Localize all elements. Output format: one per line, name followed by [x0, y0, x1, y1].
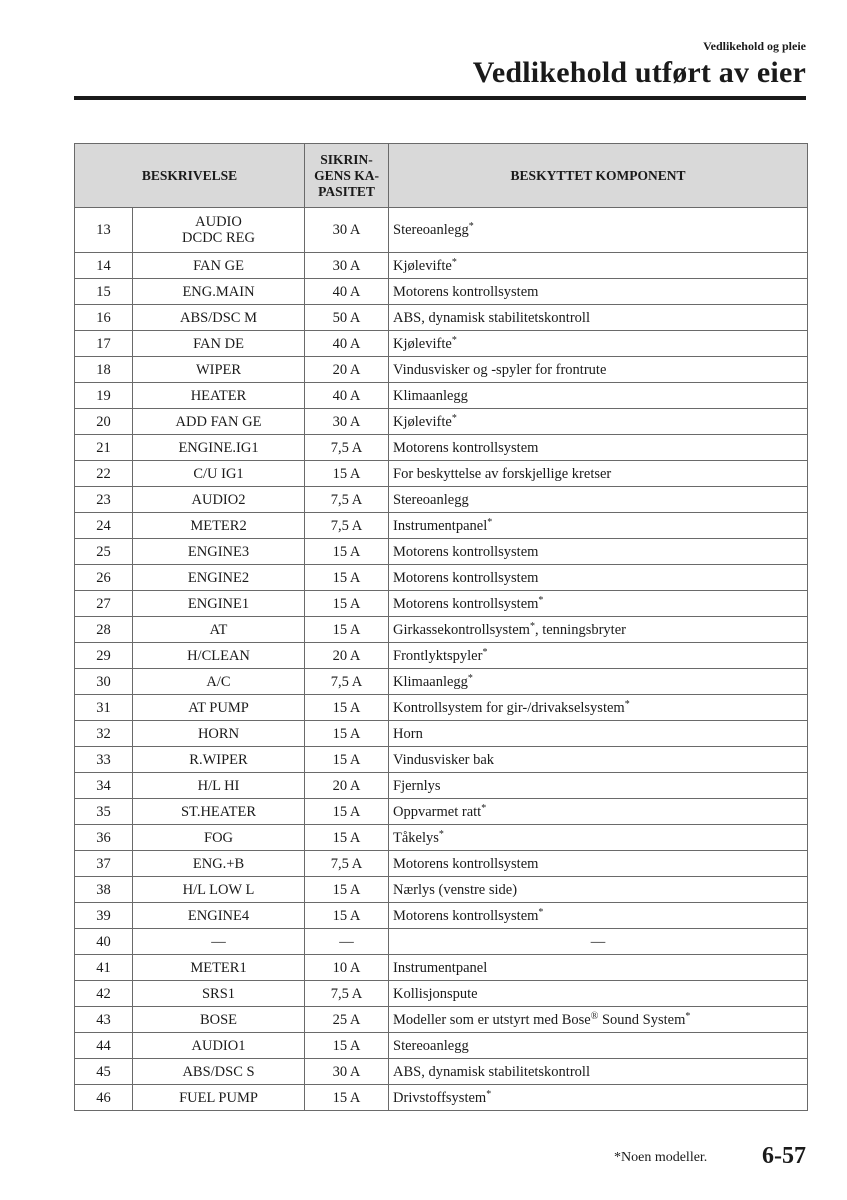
protected-component-text: Kjølevifte	[393, 413, 452, 430]
fuse-number: 24	[75, 513, 133, 539]
table-row	[75, 1033, 808, 1059]
fuse-description: AT PUMP	[133, 695, 305, 721]
fuse-number: 16	[75, 305, 133, 331]
fuse-number: 31	[75, 695, 133, 721]
table-row	[75, 487, 808, 513]
fuse-description: ABS/DSC M	[133, 305, 305, 331]
protected-component	[389, 253, 808, 279]
protected-component	[389, 435, 808, 461]
fuse-description: ENGINE1	[133, 591, 305, 617]
fuse-number: 29	[75, 643, 133, 669]
table-row	[75, 461, 808, 487]
fuse-number: 28	[75, 617, 133, 643]
protected-component	[389, 773, 808, 799]
protected-component	[389, 799, 808, 825]
protected-component	[389, 669, 808, 695]
fuse-capacity: 15 A	[305, 1033, 389, 1059]
protected-component-text: Stereoanlegg	[393, 491, 469, 508]
table-row	[75, 643, 808, 669]
protected-component	[389, 279, 808, 305]
protected-component-text: Girkassekontrollsystem	[393, 621, 530, 638]
fuse-capacity: 20 A	[305, 643, 389, 669]
fuse-number: 34	[75, 773, 133, 799]
page-number: 6-57	[762, 1143, 806, 1169]
footnote-asterisk: *	[438, 828, 444, 840]
fuse-capacity: 15 A	[305, 695, 389, 721]
fuse-number: 23	[75, 487, 133, 513]
table-row	[75, 1007, 808, 1033]
fuse-capacity: 15 A	[305, 539, 389, 565]
protected-component-text: Motorens kontrollsystem	[393, 907, 539, 924]
fuse-description: ENGINE2	[133, 565, 305, 591]
table-row	[75, 253, 808, 279]
fuse-number: 32	[75, 721, 133, 747]
fuse-capacity: 20 A	[305, 357, 389, 383]
fuse-description: AUDIO2	[133, 487, 305, 513]
protected-component-text: Kjølevifte	[393, 335, 452, 352]
fuse-description: METER2	[133, 513, 305, 539]
fuse-description: ABS/DSC S	[133, 1059, 305, 1085]
fuse-number: 46	[75, 1085, 133, 1111]
table-row	[75, 877, 808, 903]
fuse-number: 18	[75, 357, 133, 383]
table-row	[75, 747, 808, 773]
fuse-number: 40	[75, 929, 133, 955]
fuse-description: ADD FAN GE	[133, 409, 305, 435]
protected-component	[389, 487, 808, 513]
protected-component	[389, 1085, 808, 1111]
footnote-asterisk: *	[451, 412, 457, 424]
protected-component-text: Motorens kontrollsystem	[393, 543, 539, 560]
protected-component-text-continued: Sound System	[598, 1011, 686, 1028]
fuse-description-line: DCDC REG	[182, 230, 255, 246]
fuse-description: ENGINE3	[133, 539, 305, 565]
fuse-number: 14	[75, 253, 133, 279]
protected-component-text: ABS, dynamisk stabilitetskontroll	[393, 1063, 590, 1080]
protected-component-text: Instrumentpanel	[393, 517, 488, 534]
fuse-description-line: AUDIO	[195, 214, 242, 230]
protected-component-text: Fjernlys	[393, 777, 441, 794]
protected-component	[389, 955, 808, 981]
protected-component	[389, 305, 808, 331]
fuse-number: 41	[75, 955, 133, 981]
protected-component-text: Motorens kontrollsystem	[393, 439, 539, 456]
fuse-number: 33	[75, 747, 133, 773]
fuse-description: H/CLEAN	[133, 643, 305, 669]
fuse-capacity: 7,5 A	[305, 981, 389, 1007]
table-row	[75, 331, 808, 357]
protected-component-text: For beskyttelse av forskjellige kretser	[393, 465, 612, 482]
section-header: Vedlikehold og pleie	[703, 39, 806, 53]
fuse-description: FAN GE	[133, 253, 305, 279]
footnote-asterisk: *	[481, 802, 487, 814]
protected-component-text: Stereoanlegg	[393, 222, 469, 238]
fuse-capacity: 30 A	[305, 253, 389, 279]
fuse-number: 43	[75, 1007, 133, 1033]
protected-component-text: Klimaanlegg	[393, 387, 468, 404]
fuse-number: 38	[75, 877, 133, 903]
protected-component-text: Kollisjonspute	[393, 985, 478, 1002]
protected-component	[389, 357, 808, 383]
fuse-number: 20	[75, 409, 133, 435]
protected-component-text: Vindusvisker og -spyler for frontrute	[393, 361, 607, 378]
fuse-capacity: 25 A	[305, 1007, 389, 1033]
footnote-asterisk: *	[624, 698, 630, 710]
fuse-number: 42	[75, 981, 133, 1007]
protected-component	[389, 461, 808, 487]
table-row	[75, 539, 808, 565]
fuse-capacity: 15 A	[305, 877, 389, 903]
table-row	[75, 435, 808, 461]
fuse-description: ENG.+B	[133, 851, 305, 877]
protected-component-text: —	[590, 933, 606, 950]
table-row	[75, 513, 808, 539]
fuse-number: 13	[75, 208, 133, 253]
fuse-table	[74, 143, 808, 1111]
fuse-capacity: 15 A	[305, 721, 389, 747]
table-row	[75, 1059, 808, 1085]
header-component: BESKYTTET KOMPONENT	[389, 144, 808, 208]
protected-component	[389, 539, 808, 565]
fuse-number: 25	[75, 539, 133, 565]
fuse-description: A/C	[133, 669, 305, 695]
table-row	[75, 305, 808, 331]
fuse-description: C/U IG1	[133, 461, 305, 487]
protected-component	[389, 825, 808, 851]
fuse-number: 35	[75, 799, 133, 825]
registered-mark: ®	[590, 1010, 599, 1022]
header-description: BESKRIVELSE	[75, 144, 305, 208]
fuse-capacity: 15 A	[305, 617, 389, 643]
table-row	[75, 617, 808, 643]
footnote-asterisk: *	[467, 672, 473, 684]
fuse-number: 45	[75, 1059, 133, 1085]
table-row	[75, 565, 808, 591]
fuse-number: 21	[75, 435, 133, 461]
fuse-capacity: 40 A	[305, 331, 389, 357]
protected-component-text: Motorens kontrollsystem	[393, 283, 539, 300]
protected-component-text: ABS, dynamisk stabilitetskontroll	[393, 309, 590, 326]
table-row	[75, 929, 808, 955]
fuse-capacity: 15 A	[305, 461, 389, 487]
protected-component	[389, 747, 808, 773]
footnote-asterisk: *	[468, 221, 474, 232]
fuse-description: METER1	[133, 955, 305, 981]
protected-component	[389, 565, 808, 591]
protected-component-text: Klimaanlegg	[393, 673, 468, 690]
footnote-asterisk: *	[487, 516, 493, 528]
protected-component	[389, 695, 808, 721]
fuse-description: HEATER	[133, 383, 305, 409]
protected-component	[389, 643, 808, 669]
fuse-number: 39	[75, 903, 133, 929]
fuse-number: 19	[75, 383, 133, 409]
protected-component-text: Tåkelys	[393, 829, 439, 846]
protected-component	[389, 877, 808, 903]
fuse-number: 36	[75, 825, 133, 851]
protected-component-text: Motorens kontrollsystem	[393, 855, 539, 872]
protected-component	[389, 1007, 808, 1033]
fuse-number: 27	[75, 591, 133, 617]
protected-component-text: Instrumentpanel	[393, 959, 488, 976]
table-row	[75, 695, 808, 721]
table-row	[75, 825, 808, 851]
fuse-capacity: 15 A	[305, 825, 389, 851]
protected-component	[389, 1059, 808, 1085]
fuse-capacity: 15 A	[305, 1085, 389, 1111]
fuse-capacity: 7,5 A	[305, 435, 389, 461]
protected-component	[389, 208, 808, 253]
footnote-asterisk: *	[538, 906, 544, 918]
protected-component	[389, 409, 808, 435]
fuse-capacity: 20 A	[305, 773, 389, 799]
protected-component	[389, 929, 808, 955]
footnote: *Noen modeller.	[614, 1150, 708, 1165]
footnote-asterisk: *	[451, 334, 457, 346]
protected-component	[389, 1033, 808, 1059]
fuse-description: ST.HEATER	[133, 799, 305, 825]
protected-component-text: Motorens kontrollsystem	[393, 569, 539, 586]
fuse-capacity: 10 A	[305, 955, 389, 981]
fuse-description: R.WIPER	[133, 747, 305, 773]
protected-component	[389, 383, 808, 409]
title-rule	[74, 96, 806, 100]
table-row	[75, 851, 808, 877]
footnote-asterisk: *	[482, 646, 488, 658]
table-row	[75, 279, 808, 305]
header-capacity-line1: SIKRIN-	[320, 151, 373, 167]
footnote-asterisk: *	[486, 1088, 492, 1100]
protected-component	[389, 331, 808, 357]
fuse-description: ENGINE4	[133, 903, 305, 929]
table-row	[75, 1085, 808, 1111]
table-row	[75, 903, 808, 929]
protected-component-text: Motorens kontrollsystem	[393, 595, 539, 612]
protected-component	[389, 591, 808, 617]
fuse-capacity: 7,5 A	[305, 487, 389, 513]
fuse-description: FAN DE	[133, 331, 305, 357]
header-capacity-line3: PASITET	[318, 183, 375, 199]
fuse-description: BOSE	[133, 1007, 305, 1033]
protected-component	[389, 851, 808, 877]
protected-component	[389, 513, 808, 539]
header-capacity-line2: GENS KA-	[314, 167, 379, 183]
page-title: Vedlikehold utført av eier	[472, 56, 806, 89]
fuse-capacity: 15 A	[305, 591, 389, 617]
protected-component	[389, 903, 808, 929]
protected-component-text: Vindusvisker bak	[393, 751, 495, 768]
protected-component-text: Kjølevifte	[393, 257, 452, 274]
table-row	[75, 409, 808, 435]
table-row	[75, 669, 808, 695]
protected-component-text: Modeller som er utstyrt med Bose	[393, 1011, 591, 1028]
fuse-capacity: 15 A	[305, 747, 389, 773]
protected-component-text: Oppvarmet ratt	[393, 803, 482, 820]
table-row	[75, 591, 808, 617]
fuse-description: FOG	[133, 825, 305, 851]
fuse-number: 37	[75, 851, 133, 877]
fuse-description: H/L LOW L	[133, 877, 305, 903]
table-row	[75, 383, 808, 409]
fuse-number: 15	[75, 279, 133, 305]
protected-component	[389, 721, 808, 747]
fuse-number: 26	[75, 565, 133, 591]
table-header-row	[75, 144, 808, 208]
header-capacity	[305, 144, 389, 208]
table-row	[75, 981, 808, 1007]
protected-component-text: Stereoanlegg	[393, 1037, 469, 1054]
fuse-description: —	[133, 929, 305, 955]
table-row	[75, 773, 808, 799]
table-row	[75, 721, 808, 747]
fuse-description: SRS1	[133, 981, 305, 1007]
protected-component-text: Nærlys (venstre side)	[393, 881, 518, 898]
fuse-number: 17	[75, 331, 133, 357]
fuse-capacity: 15 A	[305, 903, 389, 929]
table-row	[75, 799, 808, 825]
protected-component	[389, 617, 808, 643]
fuse-capacity: 7,5 A	[305, 851, 389, 877]
fuse-description: ENG.MAIN	[133, 279, 305, 305]
protected-component-text: Frontlyktspyler	[393, 647, 483, 664]
fuse-capacity: 50 A	[305, 305, 389, 331]
protected-component-text: Kontrollsystem for gir-/drivakselsystem	[393, 699, 625, 716]
fuse-capacity: 30 A	[305, 409, 389, 435]
fuse-description: FUEL PUMP	[133, 1085, 305, 1111]
fuse-description: HORN	[133, 721, 305, 747]
fuse-number: 30	[75, 669, 133, 695]
fuse-description: WIPER	[133, 357, 305, 383]
table-row	[75, 955, 808, 981]
fuse-capacity: 30 A	[305, 208, 389, 253]
protected-component-text: Horn	[393, 725, 423, 742]
fuse-description: ENGINE.IG1	[133, 435, 305, 461]
fuse-capacity: 15 A	[305, 565, 389, 591]
fuse-capacity: 15 A	[305, 799, 389, 825]
fuse-capacity: 40 A	[305, 383, 389, 409]
protected-component-text-continued: , tenningsbryter	[534, 621, 626, 638]
protected-component	[389, 981, 808, 1007]
table-row	[75, 357, 808, 383]
fuse-number: 44	[75, 1033, 133, 1059]
fuse-capacity: 40 A	[305, 279, 389, 305]
fuse-capacity: —	[305, 929, 389, 955]
fuse-capacity: 7,5 A	[305, 669, 389, 695]
footnote-asterisk: *	[538, 594, 544, 606]
fuse-description	[133, 208, 305, 253]
table-row	[75, 208, 808, 253]
footnote-asterisk: *	[685, 1010, 691, 1022]
footnote-asterisk: *	[529, 620, 535, 632]
fuse-number: 22	[75, 461, 133, 487]
fuse-description: H/L HI	[133, 773, 305, 799]
protected-component-text: Drivstoffsystem	[393, 1089, 487, 1106]
footnote-asterisk: *	[451, 256, 457, 268]
fuse-capacity: 7,5 A	[305, 513, 389, 539]
fuse-description: AT	[133, 617, 305, 643]
fuse-capacity: 30 A	[305, 1059, 389, 1085]
fuse-description: AUDIO1	[133, 1033, 305, 1059]
